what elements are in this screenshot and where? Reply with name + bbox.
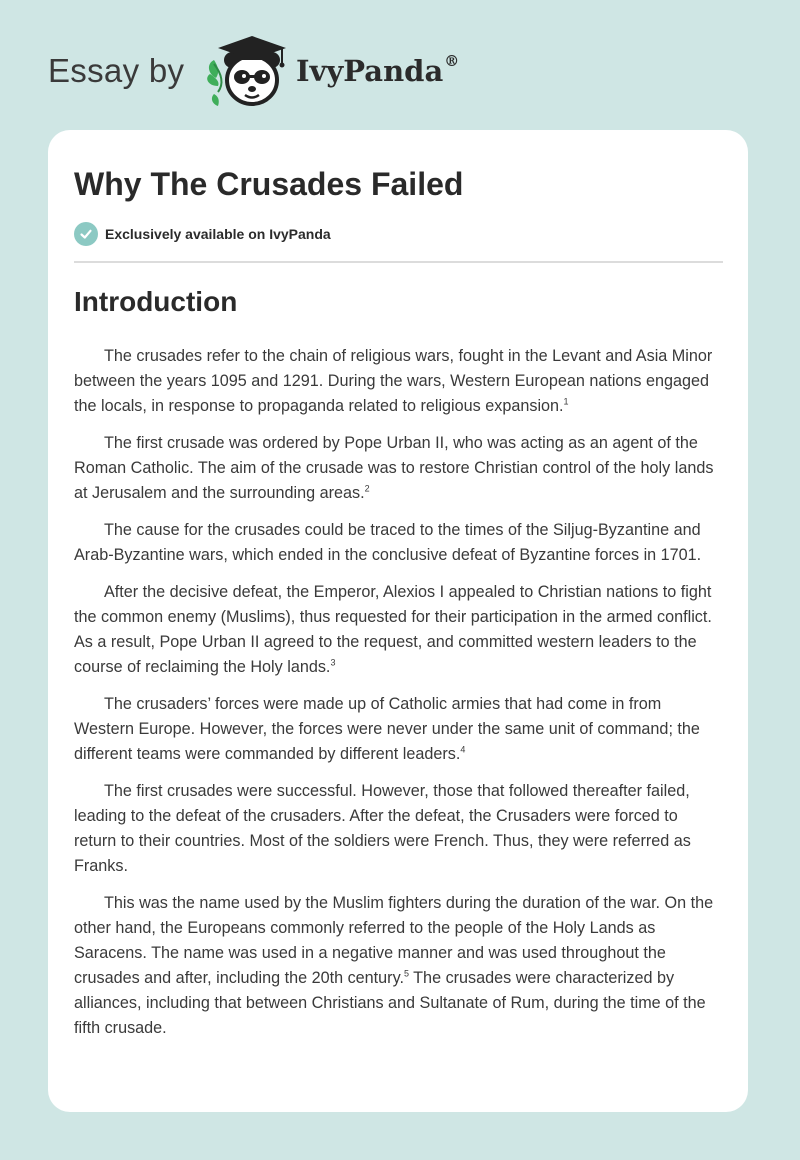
brand-label: IvyPanda	[296, 54, 444, 88]
registered-mark: ®	[444, 52, 460, 71]
site-header	[48, 34, 488, 114]
paragraph: The crusaders’ forces were made up of Catholic armies that had come in from Western Europe. However, the forces were never under the same unit of command; the different teams were commanded by different leaders.$^4$	[74, 695, 700, 763]
essay-body	[74, 344, 724, 1053]
divider	[74, 261, 723, 263]
footnote-ref[interactable]: 2	[364, 483, 370, 494]
exclusive-badge	[74, 222, 331, 246]
footnote-ref[interactable]: 4	[460, 744, 466, 755]
footnote-ref[interactable]: 1	[563, 396, 569, 407]
panda-graduate-icon	[202, 34, 292, 110]
paragraph: The crusades refer to the chain of religious wars, fought in the Levant and Asia Minor between the years 1095 and 1291. During the wars, Western European nations engaged the locals, in response to propaganda related to religious expansion.$^1$	[74, 347, 713, 415]
paragraph: After the decisive defeat, the Emperor, Alexios I appealed to Christian nations to fight the common enemy (Muslims), thus requested for their participation in the armed conflict. As a result, Pope Urban II agreed to the request, and committed western leaders to the course of reclaiming the Holy lands.$^3$	[74, 583, 712, 676]
brand-name	[296, 54, 459, 88]
essay-by-label: Essay by	[48, 52, 185, 89]
footnote-ref[interactable]: 5	[403, 968, 409, 979]
footnote-ref[interactable]: 3	[330, 657, 336, 668]
check-circle-icon	[74, 222, 98, 246]
badge-label: Exclusively available on IvyPanda	[105, 226, 331, 242]
paragraph: The first crusade was ordered by Pope Urban II, who was acting as an agent of the Roman Catholic. The aim of the crusade was to restore Christian control of the holy lands at Jerusalem and the surrounding areas.$^2$	[74, 434, 714, 502]
paragraph: The cause for the crusades could be traced to the times of the Siljug-Byzantine and Arab-Byzantine wars, which ended in the conclusive defeat of Byzantine forces in 1701.	[74, 521, 702, 564]
paragraph: This was the name used by the Muslim fighters during the duration of the war. On the other hand, the Europeans commonly referred to the people of the Holy Lands as Saracens. The name was used in a negative manner and was used throughout the crusades and after, including the 20th century.$^5$ The crusades were characterized by alliances, including that between Christians and Sultanate of Rum, during the time of the fifth crusade.	[74, 894, 714, 1037]
paragraph: The first crusades were successful. However, those that followed thereafter failed, leading to the defeat of the crusaders. After the defeat, the Crusaders were forced to return to their countries. Most of the soldiers were French. Thus, they were referred as Franks.	[74, 782, 691, 875]
page-title: Why The Crusades Failed	[74, 166, 464, 202]
essay-card	[48, 130, 748, 1112]
section-heading: Introduction	[74, 286, 238, 317]
